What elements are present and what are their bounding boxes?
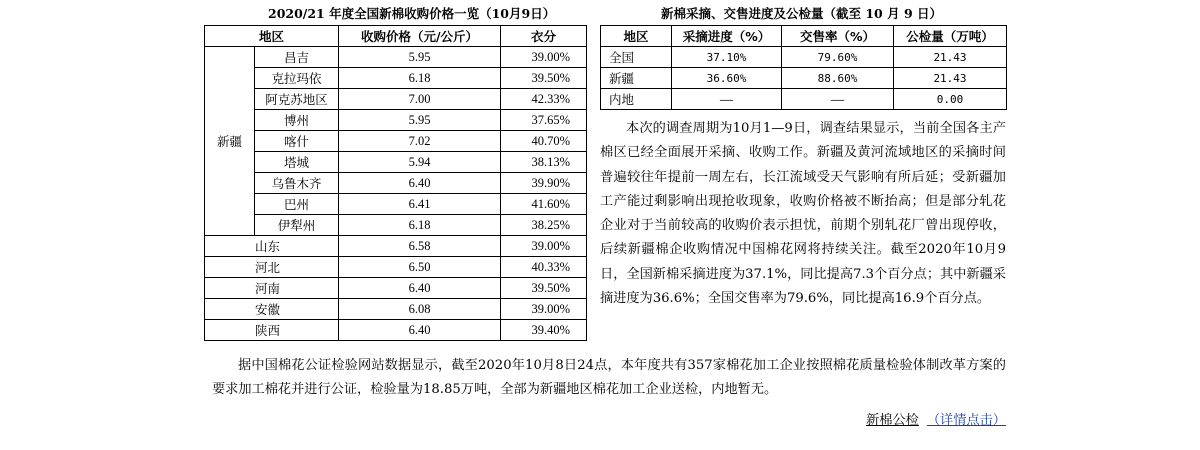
table1-title: 2020/21 年度全国新棉收购价格一览（10月9日） <box>268 6 556 21</box>
region-xinjiang: 新疆 <box>205 47 255 236</box>
ratio-value: 39.00% <box>501 236 587 257</box>
inspection-volume: 21.43 <box>894 68 1007 89</box>
ratio-value: 39.90% <box>501 173 587 194</box>
price-value: 6.40 <box>339 320 501 341</box>
pick-progress: 37.10% <box>672 47 782 68</box>
inspection-volume: 0.00 <box>894 89 1007 110</box>
table-row <box>205 299 587 320</box>
ratio-value: 39.50% <box>501 278 587 299</box>
price-value: 6.58 <box>339 236 501 257</box>
table-row <box>205 236 587 257</box>
table-row <box>205 257 587 278</box>
table-row <box>205 152 587 173</box>
ratio-value: 38.25% <box>501 215 587 236</box>
region-name: 内地 <box>601 89 672 110</box>
price-table-header <box>205 26 587 47</box>
ratio-value: 40.70% <box>501 131 587 152</box>
city-name: 克拉玛依 <box>255 68 339 89</box>
price-value: 7.02 <box>339 131 501 152</box>
table-row <box>205 320 587 341</box>
table-row <box>205 47 587 68</box>
city-name: 喀什 <box>255 131 339 152</box>
city-name: 伊犁州 <box>255 215 339 236</box>
survey-paragraph: 本次的调查周期为10月1—9日，调查结果显示，当前全国各主产棉区已经全面展开采摘、收购工作。新疆及黄河流域地区的采摘时间普遍较往年提前一周左右，长江流域受天气影响有所后延；受新疆加工产能过剩影响出现抢收现象，收购价格被不断抬高；但是部分轧花企业对于当前较高的收购价表示担忧，前期个别轧花厂曾出现停收，后续新疆棉企收购情况中国棉花网将持续关注。截至2020年10月9日，全国新棉采摘进度为37.1%，同比提高7.3个百分点；其中新疆采摘进度为36.6%；全国交售率为79.6%，同比提高16.9个百分点。 <box>600 121 1006 307</box>
header-region: 地区 <box>205 26 339 47</box>
price-value: 6.18 <box>339 68 501 89</box>
city-name: 博州 <box>255 110 339 131</box>
price-value: 6.41 <box>339 194 501 215</box>
table-row <box>205 110 587 131</box>
cotton-price-table <box>204 25 587 341</box>
link-row <box>866 409 1006 428</box>
ratio-value: 39.50% <box>501 68 587 89</box>
table-row <box>205 173 587 194</box>
progress-table-header <box>601 26 1007 47</box>
inspection-link[interactable]: 新棉公检 <box>866 413 919 428</box>
price-value: 5.95 <box>339 47 501 68</box>
table-row <box>601 68 1007 89</box>
city-name: 塔城 <box>255 152 339 173</box>
header-price: 收购价格（元/公斤） <box>339 26 501 47</box>
city-name: 乌鲁木齐 <box>255 173 339 194</box>
price-value: 5.95 <box>339 110 501 131</box>
province-name: 河南 <box>205 278 339 299</box>
table-row <box>205 215 587 236</box>
city-name: 昌吉 <box>255 47 339 68</box>
price-value: 5.94 <box>339 152 501 173</box>
header-inspect: 公检量（万吨） <box>894 26 1007 47</box>
pick-progress: 36.60% <box>672 68 782 89</box>
price-value: 6.08 <box>339 299 501 320</box>
ratio-value: 37.65% <box>501 110 587 131</box>
ratio-value: 40.33% <box>501 257 587 278</box>
price-value: 6.40 <box>339 173 501 194</box>
table-row <box>601 89 1007 110</box>
ratio-value: 39.00% <box>501 299 587 320</box>
table-row <box>205 89 587 110</box>
province-name: 山东 <box>205 236 339 257</box>
region-name: 全国 <box>601 47 672 68</box>
sale-rate: 79.60% <box>782 47 894 68</box>
price-value: 6.40 <box>339 278 501 299</box>
region-name: 新疆 <box>601 68 672 89</box>
price-value: 6.18 <box>339 215 501 236</box>
table2-title: 新棉采摘、交售进度及公检量（截至 10 月 9 日） <box>661 6 943 21</box>
table-row <box>205 68 587 89</box>
province-name: 河北 <box>205 257 339 278</box>
ratio-value: 39.00% <box>501 47 587 68</box>
pick-progress: —— <box>672 89 782 110</box>
ratio-value: 38.13% <box>501 152 587 173</box>
ratio-value: 42.33% <box>501 89 587 110</box>
city-name: 阿克苏地区 <box>255 89 339 110</box>
detail-link[interactable]: （详情点击） <box>926 413 1006 428</box>
city-name: 巴州 <box>255 194 339 215</box>
header-sale: 交售率（%） <box>782 26 894 47</box>
ratio-value: 41.60% <box>501 194 587 215</box>
province-name: 陕西 <box>205 320 339 341</box>
table-row <box>601 47 1007 68</box>
inspection-volume: 21.43 <box>894 47 1007 68</box>
inspection-paragraph: 据中国棉花公证检验网站数据显示，截至2020年10月8日24点，本年度共有357家棉花加工企业按照棉花质量检验体制改革方案的要求加工棉花并进行公证，检验量为18.85万吨，全部为新疆地区棉花加工企业送检，内地暂无。 <box>212 358 1006 397</box>
header-ratio: 衣分 <box>501 26 587 47</box>
price-value: 6.50 <box>339 257 501 278</box>
price-value: 7.00 <box>339 89 501 110</box>
table-row <box>205 131 587 152</box>
ratio-value: 39.40% <box>501 320 587 341</box>
sale-rate: —— <box>782 89 894 110</box>
table-row <box>205 278 587 299</box>
table-row <box>205 194 587 215</box>
province-name: 安徽 <box>205 299 339 320</box>
progress-table <box>600 25 1007 110</box>
header-region: 地区 <box>601 26 672 47</box>
sale-rate: 88.60% <box>782 68 894 89</box>
header-pick: 采摘进度（%） <box>672 26 782 47</box>
